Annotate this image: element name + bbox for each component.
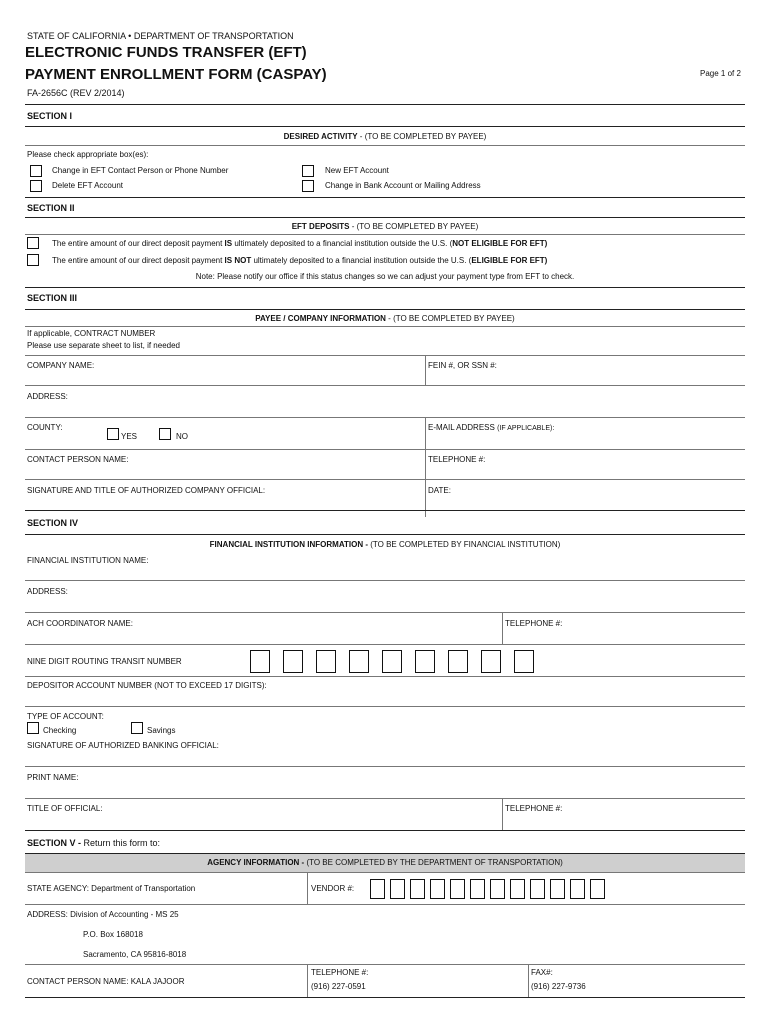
agency-address-line1: ADDRESS: Division of Accounting - MS 25 xyxy=(27,910,179,919)
depositor-account-label: DEPOSITOR ACCOUNT NUMBER (NOT TO EXCEED 17 DIGITS): xyxy=(27,681,267,690)
fi-address-label: ADDRESS: xyxy=(27,587,68,596)
telephone-label: TELEPHONE #: xyxy=(428,455,486,464)
option-new-eft: New EFT Account xyxy=(325,166,389,175)
option-change-contact: Change in EFT Contact Person or Phone Number xyxy=(52,166,229,175)
section5-title: SECTION V - Return this form to: xyxy=(27,838,161,848)
savings-label: Savings xyxy=(147,726,176,735)
agency-telephone-label: TELEPHONE #: xyxy=(311,968,369,977)
bank-signature-label: SIGNATURE OF AUTHORIZED BANKING OFFICIAL: xyxy=(27,741,219,750)
signature-label: SIGNATURE AND TITLE OF AUTHORIZED COMPANY OFFICIAL: xyxy=(27,486,266,495)
routing-digit-5[interactable] xyxy=(382,650,402,673)
fein-label: FEIN #, OR SSN #: xyxy=(428,361,497,370)
agency-address-line2: P.O. Box 168018 xyxy=(83,930,143,939)
vendor-digit-4[interactable] xyxy=(430,879,445,899)
page-number: Page 1 of 2 xyxy=(700,69,741,78)
vendor-digit-9[interactable] xyxy=(530,879,545,899)
routing-digit-1[interactable] xyxy=(250,650,270,673)
routing-digit-3[interactable] xyxy=(316,650,336,673)
vendor-digit-7[interactable] xyxy=(490,879,505,899)
vendor-digit-2[interactable] xyxy=(390,879,405,899)
form-number: FA-2656C (REV 2/2014) xyxy=(27,88,125,98)
vendor-digit-6[interactable] xyxy=(470,879,485,899)
agency-telephone-value: (916) 227-0591 xyxy=(311,982,366,991)
eft-line-not-eligible: The entire amount of our direct deposit payment IS ultimately deposited to a financial institution outside the U.S. (NOT ELIGIBLE FOR EFT) xyxy=(52,239,548,248)
state-agency: STATE AGENCY: Department of Transportation xyxy=(27,884,196,893)
contract-number-label: If applicable, CONTRACT NUMBER xyxy=(27,329,156,338)
checkbox-no[interactable] xyxy=(159,428,171,440)
checkbox-checking[interactable] xyxy=(27,722,39,734)
routing-digit-9[interactable] xyxy=(514,650,534,673)
checking-label: Checking xyxy=(43,726,77,735)
vendor-digit-10[interactable] xyxy=(550,879,565,899)
eft-line-eligible: The entire amount of our direct deposit payment IS NOT ultimately deposited to a financial institution outside the U.S. (ELIGIBLE FOR EFT) xyxy=(52,256,548,265)
ach-telephone-label: TELEPHONE #: xyxy=(505,619,563,628)
form-title-line1: ELECTRONIC FUNDS TRANSFER (EFT) xyxy=(25,44,307,61)
routing-digit-6[interactable] xyxy=(415,650,435,673)
option-change-bank: Change in Bank Account or Mailing Address xyxy=(325,181,481,190)
checkbox-change-bank[interactable] xyxy=(302,180,314,192)
checkbox-not-eligible[interactable] xyxy=(27,237,39,249)
company-name-label: COMPANY NAME: xyxy=(27,361,95,370)
routing-digit-7[interactable] xyxy=(448,650,468,673)
checkbox-change-contact[interactable] xyxy=(30,165,42,177)
vendor-digit-11[interactable] xyxy=(570,879,585,899)
vendor-digit-12[interactable] xyxy=(590,879,605,899)
section1-instruction: Please check appropriate box(es): xyxy=(27,150,149,159)
email-label: E-MAIL ADDRESS (IF APPLICABLE): xyxy=(428,423,555,432)
vendor-digit-8[interactable] xyxy=(510,879,525,899)
routing-number-label: NINE DIGIT ROUTING TRANSIT NUMBER xyxy=(27,657,182,666)
ach-coordinator-label: ACH COORDINATOR NAME: xyxy=(27,619,133,628)
section3-title: SECTION III xyxy=(27,293,78,303)
eft-note: Note: Please notify our office if this status changes so we can adjust your payment type from EFT to check. xyxy=(195,272,575,281)
fi-name-label: FINANCIAL INSTITUTION NAME: xyxy=(27,556,149,565)
official-telephone-label: TELEPHONE #: xyxy=(505,804,563,813)
date-label: DATE: xyxy=(428,486,451,495)
vendor-digit-1[interactable] xyxy=(370,879,385,899)
print-name-label: PRINT NAME: xyxy=(27,773,79,782)
section2-title: SECTION II xyxy=(27,203,75,213)
checkbox-savings[interactable] xyxy=(131,722,143,734)
contract-number-note: Please use separate sheet to list, if needed xyxy=(27,341,180,350)
section2-heading: EFT DEPOSITS - (TO BE COMPLETED BY PAYEE) xyxy=(291,222,479,231)
section1-heading: DESIRED ACTIVITY - (TO BE COMPLETED BY PAYEE) xyxy=(283,132,487,141)
agency-contact: CONTACT PERSON NAME: KALA JAJOOR xyxy=(27,977,185,986)
option-delete-eft: Delete EFT Account xyxy=(52,181,123,190)
vendor-digit-5[interactable] xyxy=(450,879,465,899)
account-type-label: TYPE OF ACCOUNT: xyxy=(27,712,104,721)
form-title-line2: PAYMENT ENROLLMENT FORM (CASPAY) xyxy=(25,66,327,83)
routing-digit-8[interactable] xyxy=(481,650,501,673)
checkbox-yes[interactable] xyxy=(107,428,119,440)
section4-heading: FINANCIAL INSTITUTION INFORMATION - (TO BE COMPLETED BY FINANCIAL INSTITUTION) xyxy=(209,540,561,549)
address-label: ADDRESS: xyxy=(27,392,68,401)
agency-name: STATE OF CALIFORNIA • DEPARTMENT OF TRANSPORTATION xyxy=(27,31,294,41)
section4-title: SECTION IV xyxy=(27,518,79,528)
contact-person-label: CONTACT PERSON NAME: xyxy=(27,455,129,464)
checkbox-delete-eft[interactable] xyxy=(30,180,42,192)
section5-heading: AGENCY INFORMATION - (TO BE COMPLETED BY THE DEPARTMENT OF TRANSPORTATION) xyxy=(207,858,563,867)
vendor-label: VENDOR #: xyxy=(311,884,355,893)
county-label: COUNTY: xyxy=(27,423,63,432)
section1-title: SECTION I xyxy=(27,111,73,121)
checkbox-new-eft[interactable] xyxy=(302,165,314,177)
agency-fax-value: (916) 227-9736 xyxy=(531,982,586,991)
vendor-digit-3[interactable] xyxy=(410,879,425,899)
section3-heading: PAYEE / COMPANY INFORMATION - (TO BE COMPLETED BY PAYEE) xyxy=(255,314,515,323)
yes-label: YES xyxy=(121,432,138,441)
no-label: NO xyxy=(176,432,188,441)
routing-digit-2[interactable] xyxy=(283,650,303,673)
checkbox-eligible[interactable] xyxy=(27,254,39,266)
agency-fax-label: FAX#: xyxy=(531,968,553,977)
official-title-label: TITLE OF OFFICIAL: xyxy=(27,804,103,813)
agency-address-line3: Sacramento, CA 95816-8018 xyxy=(83,950,187,959)
routing-digit-4[interactable] xyxy=(349,650,369,673)
